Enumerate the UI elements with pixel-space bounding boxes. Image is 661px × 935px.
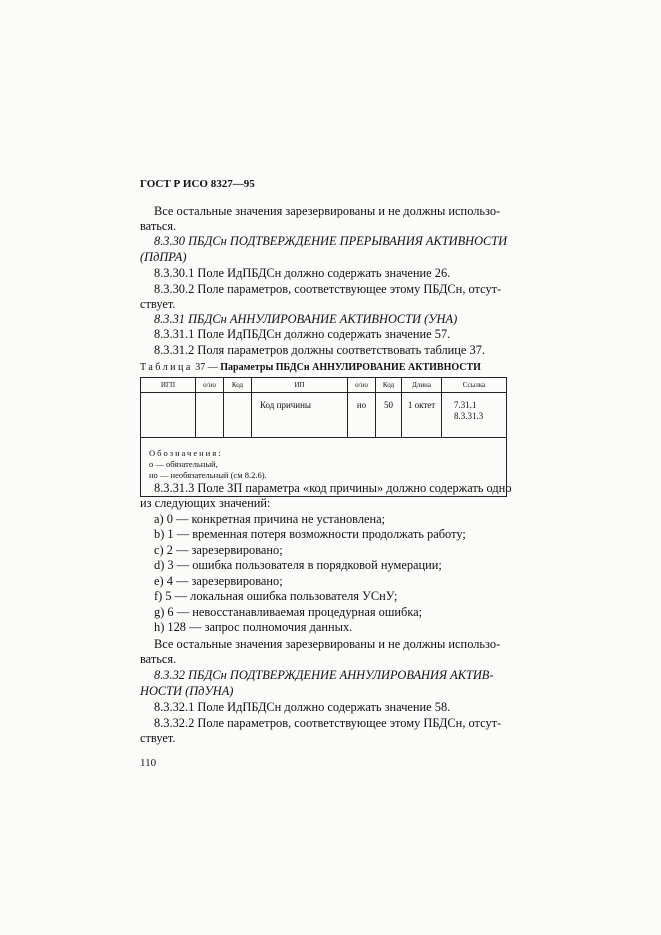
text-line: ваться. (140, 219, 177, 233)
text-line: Все остальные значения зарезервированы и не должны использо- (154, 204, 501, 218)
column-header: ИГП (141, 378, 196, 393)
list-item: g) 6 — невосстанавливаемая процедурная ошибка; (154, 605, 423, 619)
text-line: из следующих значений: (140, 496, 271, 510)
text-line: 8.3.31.1 Поле ИдПБДСн должно содержать значение 57. (154, 327, 451, 341)
table-cell (224, 393, 252, 438)
column-header: о/но (196, 378, 224, 393)
table-cell: 1 октет (402, 393, 442, 438)
table-cell-reference (442, 393, 507, 438)
list-item: f) 5 — локальная ошибка пользователя УСнУ; (154, 589, 398, 603)
table-number: 37 — (195, 362, 218, 373)
list-item: e) 4 — зарезервировано; (154, 574, 283, 588)
text-line: Все остальные значения зарезервированы и не должны использо- (154, 637, 501, 651)
column-header: Ссылка (442, 378, 507, 393)
text-line: ствует. (140, 297, 176, 311)
table-header-row (141, 378, 507, 393)
note-line: но — необязательный (см 8.2.6). (149, 470, 267, 480)
list-item: h) 128 — запрос полномочия данных. (154, 620, 353, 634)
section-heading: 8.3.30 ПБДСн ПОДТВЕРЖДЕНИЕ ПРЕРЫВАНИЯ АКТИВНОСТИ (154, 234, 508, 248)
table-caption: Параметры ПБДСн АННУЛИРОВАНИЕ АКТИВНОСТИ (220, 362, 481, 373)
text-line: ваться. (140, 652, 177, 666)
reference-line: 8.3.31.3 (454, 411, 484, 421)
section-heading: 8.3.31 ПБДСн АННУЛИРОВАНИЕ АКТИВНОСТИ (УНА) (154, 312, 458, 326)
section-heading: 8.3.32 ПБДСн ПОДТВЕРЖДЕНИЕ АННУЛИРОВАНИЯ АКТИВ- (154, 668, 494, 682)
list-item: b) 1 — временная потеря возможности продолжать работу; (154, 527, 466, 541)
document-header: ГОСТ Р ИСО 8327—95 (140, 178, 255, 190)
reference-line: 7.31.1 (454, 400, 477, 410)
page-number: 110 (140, 757, 157, 769)
notes-title: Обозначения: (149, 448, 223, 458)
table-cell: Код причины (252, 393, 348, 438)
text-line: 8.3.31.2 Поля параметров должны соответствовать таблице 37. (154, 343, 486, 357)
table-cell (141, 393, 196, 438)
table-cell (196, 393, 224, 438)
column-header: Длина (402, 378, 442, 393)
table-cell: но (348, 393, 376, 438)
column-header: Код (376, 378, 402, 393)
text-line: 8.3.31.3 Поле ЗП параметра «код причины» должно содержать одно (154, 481, 512, 495)
note-line: о — обязательный, (149, 459, 218, 469)
parameters-table (140, 377, 507, 497)
text-line: 8.3.32.2 Поле параметров, соответствующее этому ПБДСн, отсут- (154, 716, 502, 730)
column-header: Код (224, 378, 252, 393)
section-heading: (ПдПРА) (140, 250, 187, 264)
text-line: ствует. (140, 731, 176, 745)
column-header: о/но (348, 378, 376, 393)
text-line: 8.3.32.1 Поле ИдПБДСн должно содержать значение 58. (154, 700, 451, 714)
list-item: d) 3 — ошибка пользователя в порядковой нумерации; (154, 558, 442, 572)
column-header: ИП (252, 378, 348, 393)
list-item: c) 2 — зарезервировано; (154, 543, 283, 557)
section-heading: НОСТИ (ПдУНА) (140, 684, 234, 698)
text-line: 8.3.30.1 Поле ИдПБДСн должно содержать значение 26. (154, 266, 451, 280)
table-row (141, 393, 507, 438)
table-title (140, 362, 481, 373)
table-label: Таблица (140, 362, 193, 373)
table-cell: 50 (376, 393, 402, 438)
text-line: 8.3.30.2 Поле параметров, соответствующее этому ПБДСн, отсут- (154, 282, 502, 296)
list-item: a) 0 — конкретная причина не установлена; (154, 512, 386, 526)
